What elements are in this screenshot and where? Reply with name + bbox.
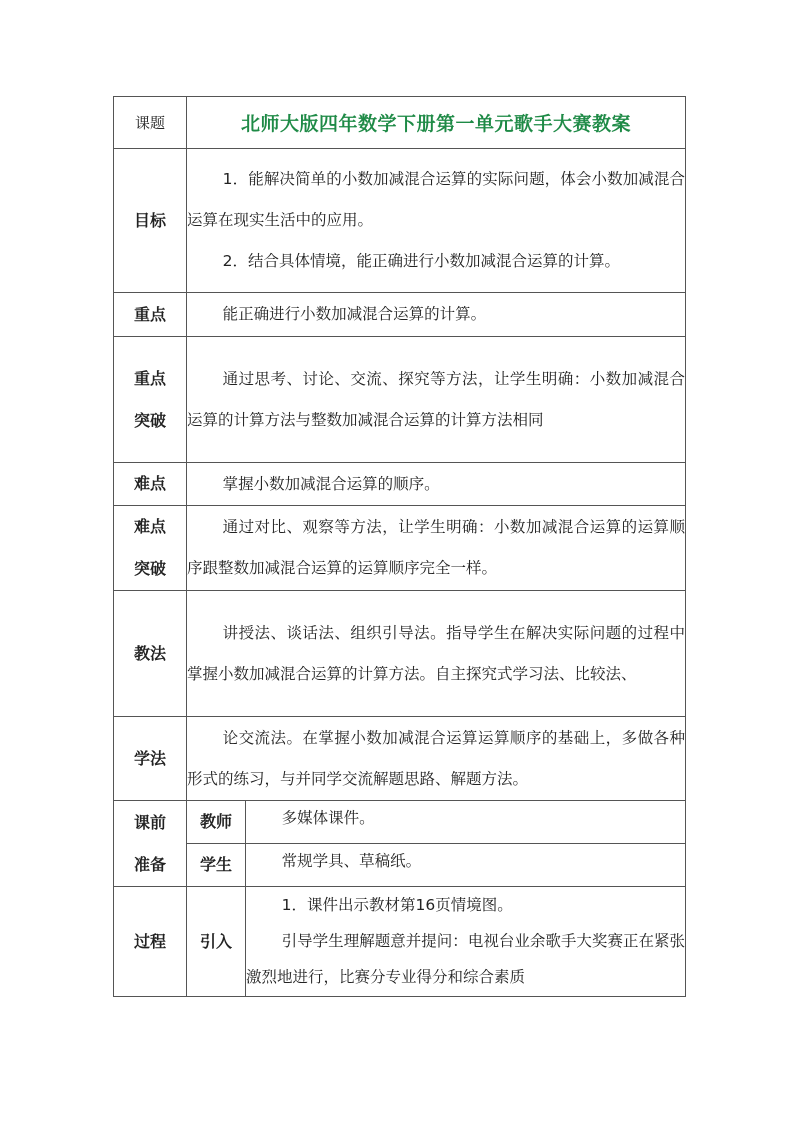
prep-student-label: 学生: [187, 844, 246, 887]
learning-method-label: 学法: [114, 717, 187, 801]
key-row: [114, 293, 686, 337]
key-breakthrough-row: [114, 337, 686, 463]
difficulty-breakthrough-label-line-1: 难点: [133, 517, 166, 536]
process-line-1: 1．课件出示教材第16页情境图。: [281, 896, 513, 914]
prep-teacher-content: [246, 801, 686, 844]
key-text: 能正确进行小数加减混合运算的计算。: [222, 305, 487, 323]
teaching-method-row: [114, 591, 686, 717]
difficulty-breakthrough-text: 通过对比、观察等方法，让学生明确：小数加减混合运算的运算顺序跟整数加减混合运算的运算顺序完全一样。: [187, 518, 686, 577]
prep-label: [114, 801, 187, 887]
process-line-2: 引导学生理解题意并提问：电视台业余歌手大奖赛正在紧张激烈地进行，比赛分专业得分和综合素质: [246, 932, 686, 986]
prep-teacher-label: 教师: [187, 801, 246, 844]
difficulty-row: [114, 463, 686, 506]
prep-label-line-2: 准备: [133, 854, 166, 874]
process-row: [114, 887, 686, 997]
learning-method-text: 论交流法。在掌握小数加减混合运算运算顺序的基础上，多做各种形式的练习，与并同学交流解题思路、解题方法。: [187, 728, 686, 788]
difficulty-content: [187, 463, 686, 506]
prep-teacher-text: 多媒体课件。: [281, 809, 375, 827]
prep-teacher-row: [114, 801, 686, 844]
lesson-plan-table: [113, 96, 686, 997]
difficulty-label: 难点: [114, 463, 187, 506]
key-content: [187, 293, 686, 337]
key-breakthrough-content: [187, 337, 686, 463]
teaching-method-content: [187, 591, 686, 717]
prep-student-content: [246, 844, 686, 887]
goals-label: 目标: [114, 149, 187, 293]
difficulty-breakthrough-content: [187, 506, 686, 591]
difficulty-text: 掌握小数加减混合运算的顺序。: [222, 474, 440, 493]
teaching-method-text: 讲授法、谈话法、组织引导法。指导学生在解决实际问题的过程中掌握小数加减混合运算的计算方法。自主探究式学习法、比较法、: [187, 623, 686, 683]
page-title: 北师大版四年数学下册第一单元歌手大赛教案: [187, 97, 686, 149]
learning-method-row: [114, 717, 686, 801]
process-label: 过程: [114, 887, 187, 997]
prep-label-line-1: 课前: [133, 812, 166, 832]
goals-row: [114, 149, 686, 293]
difficulty-breakthrough-label: [114, 506, 187, 591]
key-breakthrough-label-line-2: 突破: [133, 410, 166, 430]
header-row: [114, 97, 686, 149]
prep-student-row: [114, 844, 686, 887]
process-content: [246, 887, 686, 997]
key-breakthrough-text: 通过思考、讨论、交流、探究等方法，让学生明确：小数加减混合运算的计算方法与整数加减混合运算的计算方法相同: [187, 369, 686, 429]
goals-content: [187, 149, 686, 293]
topic-label: 课题: [114, 97, 187, 149]
key-breakthrough-label-line-1: 重点: [133, 368, 166, 388]
prep-student-text: 常规学具、草稿纸。: [281, 852, 422, 870]
goal-item-2: 2．结合具体情境，能正确进行小数加减混合运算的计算。: [222, 252, 621, 270]
difficulty-breakthrough-label-line-2: 突破: [133, 559, 166, 578]
key-label: 重点: [114, 293, 187, 337]
teaching-method-label: 教法: [114, 591, 187, 717]
goal-item-1: 1．能解决简单的小数加减混合运算的实际问题，体会小数加减混合运算在现实生活中的应用。: [187, 170, 686, 229]
difficulty-breakthrough-row: [114, 506, 686, 591]
process-intro-label: 引入: [187, 887, 246, 997]
key-breakthrough-label: [114, 337, 187, 463]
learning-method-content: [187, 717, 686, 801]
